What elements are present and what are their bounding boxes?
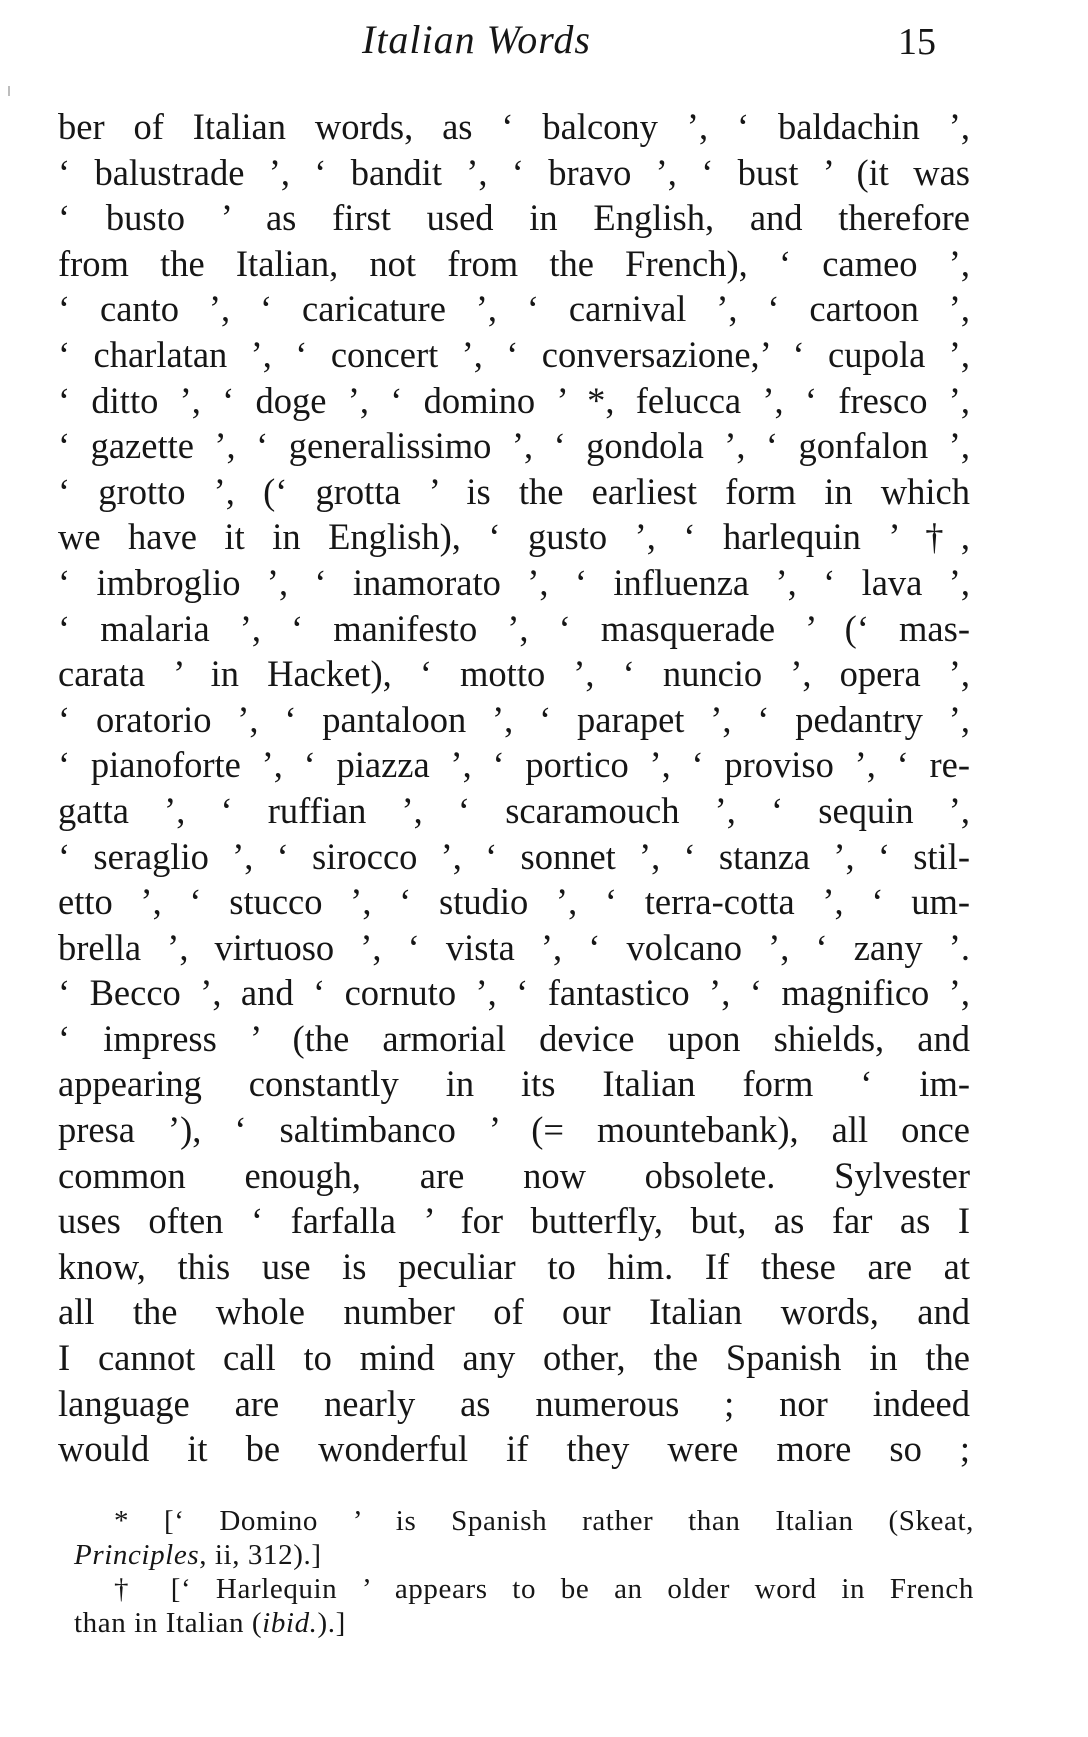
text-line: uses often ‘ farfalla ’ for butterfly, but, as far as I <box>58 1200 970 1242</box>
text-line: all the whole number of our Italian words, and <box>58 1291 970 1333</box>
text-line: ‘ malaria ’, ‘ manifesto ’, ‘ masquerade ’ (‘ mas- <box>58 607 970 649</box>
text-line: ber of Italian words, as ‘ balcony ’, ‘ baldachin ’, <box>58 106 970 147</box>
text-line: presa ’), ‘ saltimbanco ’ (= mountebank), all once <box>58 1109 970 1151</box>
text-line: ‘ imbroglio ’, ‘ inamorato ’, ‘ influenza ’, ‘ lava ’, <box>58 561 970 603</box>
text-line: ‘ ditto ’, ‘ doge ’, ‘ domino ’ *, felucca ’, ‘ fresco ’, <box>58 379 970 421</box>
running-head <box>0 16 1088 76</box>
text-line: etto ’, ‘ stucco ’, ‘ studio ’, ‘ terra-cotta ’, ‘ um- <box>58 881 970 923</box>
text-line: ‘ oratorio ’, ‘ pantaloon ’, ‘ parapet ’, ‘ pedantry ’, <box>58 698 970 740</box>
footnote-harlequin-start: than in Italian ( <box>74 1607 263 1639</box>
footnote-domino-line-2 <box>74 1538 974 1572</box>
footnote-harlequin-end: ).] <box>317 1607 346 1639</box>
scan-edge-mark <box>8 86 10 96</box>
text-line: from the Italian, not from the French), ‘ cameo ’, <box>58 242 970 284</box>
text-line: ‘ Becco ’, and ‘ cornuto ’, ‘ fantastico ’, ‘ magnifico ’, <box>58 972 970 1014</box>
text-line: ‘ balustrade ’, ‘ bandit ’, ‘ bravo ’, ‘ bust ’ (it was <box>58 151 970 193</box>
page-number: 15 <box>898 21 936 63</box>
text-line: I cannot call to mind any other, the Spanish in the <box>58 1337 970 1379</box>
footnote-harlequin-line-1: † [‘ Harlequin ’ appears to be an older word in French <box>114 1573 974 1605</box>
text-line: ‘ busto ’ as first used in English, and therefore <box>58 197 970 239</box>
body-paragraph <box>58 104 970 1472</box>
text-line: ‘ impress ’ (the armorial device upon shields, and <box>58 1017 970 1059</box>
running-head-title: Italian Words <box>362 17 591 62</box>
text-line: would it be wonderful if they were more so ; <box>58 1428 970 1470</box>
text-line: we have it in English), ‘ gusto ’, ‘ harlequin ’ †, <box>58 516 970 558</box>
text-line: gatta ’, ‘ ruffian ’, ‘ scaramouch ’, ‘ sequin ’, <box>58 789 970 831</box>
footnote-domino-line-1: * [‘ Domino ’ is Spanish rather than Italian (Skeat, <box>114 1505 974 1537</box>
text-line: ‘ grotto ’, (‘ grotta ’ is the earliest form in which <box>58 470 970 512</box>
text-line: common enough, are now obsolete. Sylvester <box>58 1154 970 1196</box>
text-line: ‘ gazette ’, ‘ generalissimo ’, ‘ gondola ’, ‘ gonfalon ’, <box>58 425 970 467</box>
text-line: carata ’ in Hacket), ‘ motto ’, ‘ nuncio ’, opera ’, <box>58 653 970 695</box>
footnote-ibid: ibid. <box>262 1607 318 1639</box>
footnote-harlequin-line-2 <box>74 1606 974 1640</box>
text-line: appearing constantly in its Italian form ‘ im- <box>58 1063 970 1105</box>
footnotes <box>74 1504 974 1640</box>
text-line: ‘ seraglio ’, ‘ sirocco ’, ‘ sonnet ’, ‘ stanza ’, ‘ stil- <box>58 835 970 877</box>
footnote-citation-rest: , ii, 312).] <box>199 1539 322 1571</box>
text-line: brella ’, virtuoso ’, ‘ vista ’, ‘ volcano ’, ‘ zany ’. <box>58 926 970 968</box>
text-line: know, this use is peculiar to him. If these are at <box>58 1245 970 1287</box>
footnote-citation-title: Principles <box>74 1539 200 1571</box>
text-line: ‘ pianoforte ’, ‘ piazza ’, ‘ portico ’, ‘ proviso ’, ‘ re- <box>58 744 970 786</box>
text-line: language are nearly as numerous ; nor indeed <box>58 1382 970 1424</box>
text-line: ‘ charlatan ’, ‘ concert ’, ‘ conversazione,’ ‘ cupola ’, <box>58 333 970 375</box>
text-line: ‘ canto ’, ‘ caricature ’, ‘ carnival ’, ‘ cartoon ’, <box>58 288 970 330</box>
